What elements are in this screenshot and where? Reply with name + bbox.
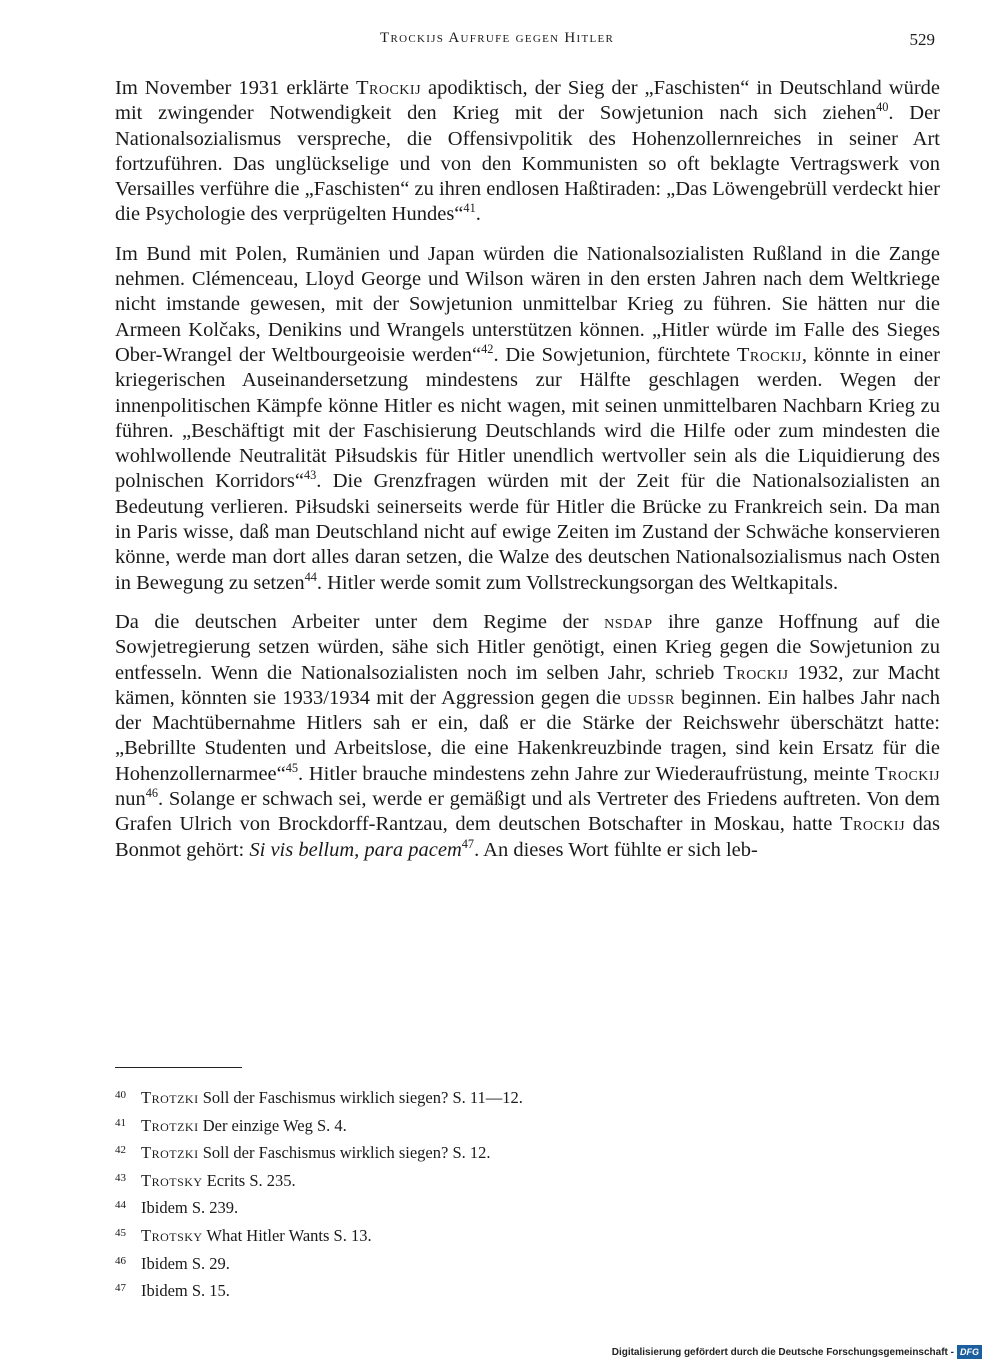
footnote-text: Ibidem S. 29. [141, 1253, 230, 1273]
author-name: Trockij [840, 813, 906, 836]
footnote-item [115, 1221, 815, 1249]
author-name: nsdap [604, 610, 653, 633]
running-head [380, 30, 940, 54]
footnote-text: What Hitler Wants S. 13. [202, 1225, 372, 1245]
footnote-text: Der einzige Weg S. 4. [198, 1115, 347, 1135]
author-name: Trockij [723, 661, 789, 684]
text-run: beginnen. Ein halbes Jahr nach der Machtübernahme Hitlers sah er ein, daß er die Stärke der Reichswehr überschätzt hatte: „Bebrillte Studenten und Arbeitslose, die eine Hakenkreuzbinde tragen, sind kein Ersatz für die Hohenzollernarmee“ [115, 686, 940, 785]
credit-text: Digitalisierung gefördert durch die Deutsche Forschungsgemeinschaft - [611, 1346, 954, 1358]
footnote-author: Trotzki [141, 1088, 199, 1107]
footnote-item [115, 1111, 815, 1139]
footnote-author: Trotzki [141, 1115, 199, 1135]
text-run: . Die Grenzfragen würden mit der Zeit für die Nationalsozialisten an Bedeutung verlieren. Piłsudski seinerseits werde für Hitler die Brücke zu Frankreich sein. Da man in Paris wisse, daß man Deutschland nicht auf ewige Zeiten im Zustand der Schwäche konservieren könne, werde man dort alles daran setzen, die Walze des deutschen Nationalsozialismus nach Osten in Bewegung zu setzen [115, 470, 941, 594]
footnote-item [115, 1083, 815, 1111]
footnote-item [115, 1276, 815, 1304]
author-name: Trockij [874, 762, 940, 785]
text-run: . [475, 203, 481, 226]
footnote-number: 43 [115, 1171, 126, 1184]
footnote-ref: 46 [145, 786, 159, 801]
footnote-ref: 41 [463, 201, 476, 216]
footnote-text: Ecrits S. 235. [202, 1170, 296, 1190]
text-run: ihre ganze Hoffnung auf die Sowjetregierung setzen würden, sähe sich Hitler genötigt, einen Krieg gegen die Sowjetunion zu entfesseln. Wenn die Nationalsozialisten noch im selben Jahr, schrieb [115, 610, 941, 684]
footnote-number: 44 [115, 1199, 126, 1212]
text-run: . Hitler brauche mindestens zehn Jahre zur Wiederaufrüstung, meinte [298, 762, 875, 785]
footnotes [115, 1083, 815, 1304]
footnote-author: Trotzki [141, 1143, 199, 1163]
text-run: 1932, zur Macht kämen, könnten sie 1933/1934 mit der Aggression gegen die [115, 661, 941, 709]
author-name: Trockij [355, 77, 422, 99]
footnote-ref: 43 [303, 468, 317, 483]
footnote-ref: 45 [285, 760, 299, 775]
latin-quote: Si vis bellum, para pacem [249, 838, 462, 861]
running-title: Trockijs Aufrufe gegen Hitler [380, 30, 615, 46]
footnote-separator [115, 1067, 242, 1068]
body-text [115, 76, 940, 877]
footnote-ref: 40 [876, 100, 889, 115]
author-name: udssr [627, 686, 675, 709]
paragraph [115, 610, 940, 863]
footnote-text: Ibidem S. 239. [141, 1198, 239, 1218]
text-run: . Die Sowjetunion, fürchtete [493, 343, 737, 366]
text-run: Da die deutschen Arbeiter unter dem Regime der [115, 610, 605, 633]
dfg-logo-icon: DFG [957, 1345, 982, 1359]
funding-credit [612, 1344, 982, 1360]
footnote-number: 47 [115, 1282, 126, 1295]
footnote-item [115, 1166, 815, 1194]
text-run: das Bonmot gehört: [115, 813, 940, 861]
footnote-text: Ibidem S. 15. [141, 1281, 230, 1301]
footnote-author: Trotsky [141, 1225, 203, 1245]
text-run: apodiktisch, der Sieg der „Faschisten“ in Deutschland würde mit zwingender Notwendigkeit den Krieg mit der Sowjetunion nach sich ziehen [115, 77, 941, 125]
text-run: , könnte in einer kriegerischen Auseinandersetzung mindestens zur Hälfte geschlagen werden. Wegen der innenpolitischen Kämpfe könne Hitler es nicht wagen, mit seinen unmittelbaren Nachbarn Krieg zu führen. „Beschäftigt mit der Faschisierung Deutschlands wird die Hilfe oder zum mindesten die wohlwollende Neutralität Piłsudskis für Hitler unendlich wertvoller sein als die Liquidierung des polnischen Korridors“ [115, 343, 940, 493]
paragraph [115, 242, 940, 596]
text-run: Im Bund mit Polen, Rumänien und Japan würden die Nationalsozialisten Rußland in die Zange nehmen. Clémenceau, Lloyd George und Wilson wären in den ersten Jahren nach dem Weltkriege nicht imstande gewesen, mit der Sowjetunion unmittelbar Krieg zu führen. Sie hätten nur die Armeen Kolčaks, Denikins und Wrangels unterstützen können. „Hitler würde im Falle des Sieges Ober-Wrangel der Weltbourgeoisie werden“ [115, 242, 940, 366]
footnote-number: 41 [115, 1116, 126, 1129]
text-run: Im November 1931 erklärte [115, 77, 356, 99]
text-run: . Der Nationalsozialismus verspreche, die Offensivpolitik des Hohenzollernreiches in seiner Art fortzuführen. Das unglückselige und von den Kommunisten so oft beklagte Vertragswerk von Versailles verführe die „Faschisten“ zu ihren endlosen Haßtiraden: „Das Löwengebrüll verdeckt hier die Psychologie des verprügelten Hundes“ [115, 102, 940, 226]
footnote-item [115, 1138, 815, 1166]
footnote-number: 42 [115, 1144, 126, 1157]
footnote-author: Trotsky [141, 1170, 203, 1190]
footnote-ref: 44 [304, 569, 317, 584]
paragraph [115, 76, 940, 228]
footnote-ref: 47 [461, 836, 475, 851]
footnote-item [115, 1249, 815, 1277]
footnote-text: Soll der Faschismus wirklich siegen? S. 11—12. [198, 1088, 523, 1107]
footnote-item [115, 1193, 815, 1221]
text-run: . Hitler werde somit zum Vollstreckungsorgan des Weltkapitals. [316, 571, 839, 594]
footnote-number: 46 [115, 1254, 126, 1267]
text-run: . Solange er schwach sei, werde er gemäßigt und als Vertreter des Friedens auftreten. Von dem Grafen Ulrich von Brockdorff-Rantzau, dem deutschen Botschafter in Moskau, hatte [115, 788, 940, 836]
footnote-ref: 42 [481, 342, 494, 357]
footnote-number: 40 [115, 1089, 126, 1101]
author-name: Trockij [736, 343, 802, 366]
text-run: nun [115, 788, 146, 811]
page-number: 529 [909, 30, 935, 49]
footnote-number: 45 [115, 1226, 126, 1239]
text-run: . An dieses Wort fühlte er sich leb- [474, 838, 758, 861]
footnote-text: Soll der Faschismus wirklich siegen? S. 12. [198, 1143, 491, 1163]
